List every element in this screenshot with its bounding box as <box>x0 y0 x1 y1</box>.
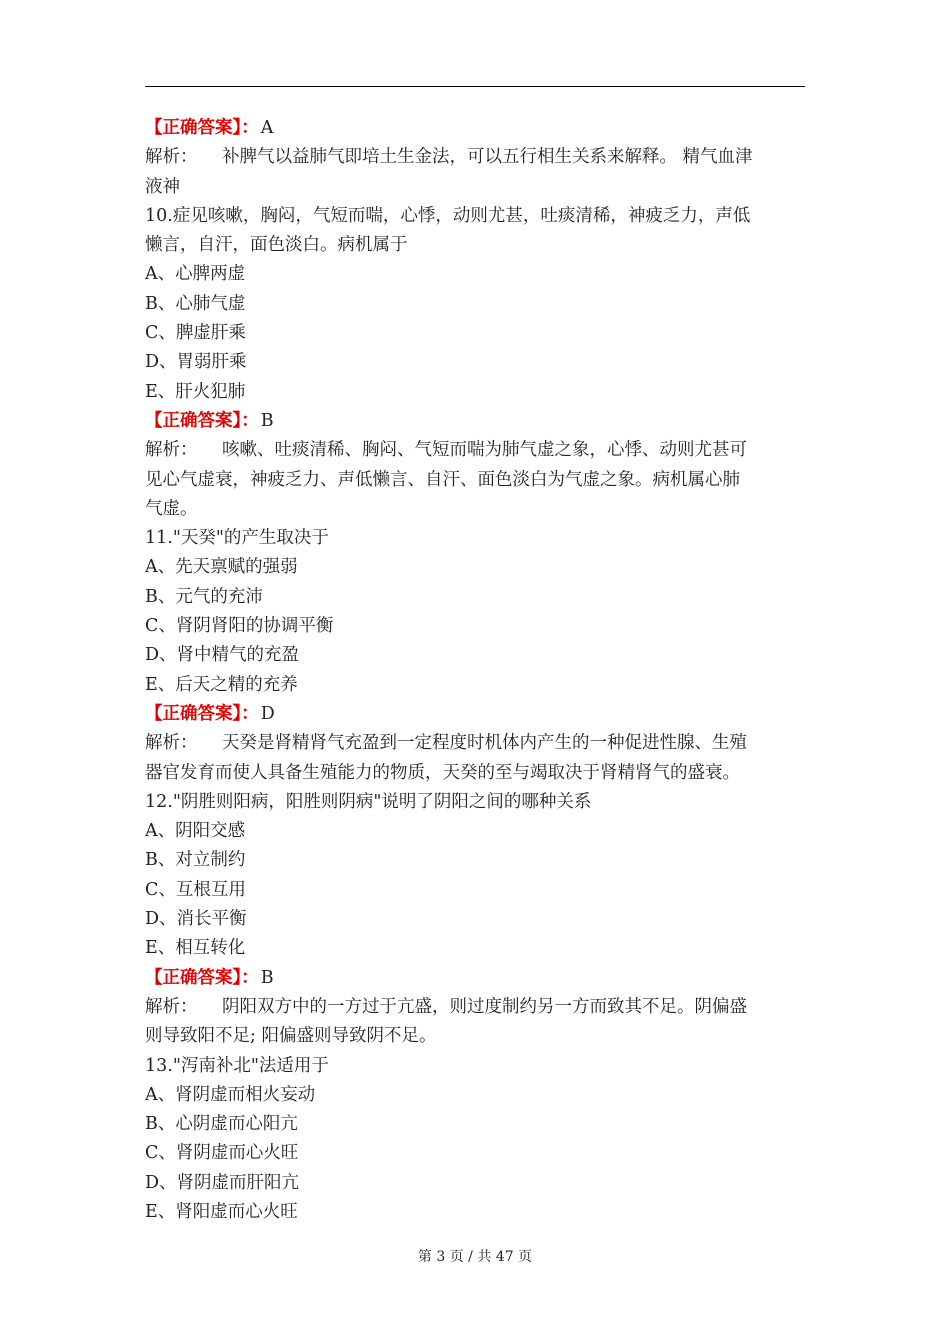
correct-answer-row <box>145 700 810 729</box>
explanation-text: 则导致阳不足; 阳偏盛则导致阴不足。 <box>145 1026 437 1047</box>
correct-answer-value: B <box>260 410 274 431</box>
correct-answer-label: 【正确答案】： <box>145 967 259 988</box>
explanation-text: 咳嗽、吐痰清稀、胸闷、气短而喘为肺气虚之象，心悸、动则尤甚可 <box>222 440 747 461</box>
answer-option: A、肾阴虚而相火妄动 <box>145 1084 316 1105</box>
question-text: 10.症见咳嗽，胸闷，气短而喘，心悸，动则尤甚，吐痰清稀，神疲乏力，声低 <box>145 205 751 226</box>
correct-answer-value: A <box>260 118 274 138</box>
answer-option: B、对立制约 <box>145 850 246 871</box>
explanation-label: 解析： <box>145 147 198 168</box>
explanation-label: 解析： <box>145 996 198 1017</box>
answer-option: C、肾阴肾阳的协调平衡 <box>145 616 334 637</box>
explanation-text: 阴阳双方中的一方过于亢盛，则过度制约另一方而致其不足。阴偏盛 <box>222 996 747 1017</box>
answer-option: D、胃弱肝乘 <box>145 352 247 373</box>
question-text: 13."泻南补北"法适用于 <box>145 1055 329 1076</box>
explanation-line <box>145 1022 810 1051</box>
explanation-text: 补脾气以益肺气即培土生金法，可以五行相生关系来解释。 精气血津 <box>222 147 753 168</box>
answer-option: A、阴阳交感 <box>145 821 246 842</box>
answer-option: E、后天之精的充养 <box>145 674 298 695</box>
explanation-text: 气虚。 <box>145 498 198 519</box>
correct-answer-value: D <box>260 703 275 724</box>
explanation-line <box>145 173 810 202</box>
answer-option: C、互根互用 <box>145 879 246 900</box>
header-rule <box>145 86 805 87</box>
explanation-text: 液神 <box>145 176 180 197</box>
answer-option: E、肾阳虚而心火旺 <box>145 1201 298 1222</box>
explanation-text: 天癸是肾精肾气充盈到一定程度时机体内产生的一种促进性腺、生殖 <box>222 733 747 754</box>
correct-answer-label: 【正确答案】： <box>145 410 259 431</box>
answer-option: C、脾虚肝乘 <box>145 323 246 344</box>
explanation-line <box>145 495 810 524</box>
page-footer: 第 3 页 / 共 47 页 <box>417 1249 533 1265</box>
explanation-line <box>145 143 810 172</box>
answer-option: B、心阴虚而心阳亢 <box>145 1114 298 1135</box>
answer-option: D、消长平衡 <box>145 909 247 930</box>
answer-option: D、肾阴虚而肝阳亢 <box>145 1172 300 1193</box>
answer-option: C、肾阴虚而心火旺 <box>145 1143 299 1164</box>
question-text: 12."阴胜则阳病，阳胜则阴病"说明了阴阳之间的哪种关系 <box>145 791 592 812</box>
answer-option: A、先天禀赋的强弱 <box>145 557 298 578</box>
explanation-label: 解析： <box>145 440 198 461</box>
answer-option: B、元气的充沛 <box>145 586 263 607</box>
correct-answer-row <box>145 114 810 143</box>
explanation-text: 器官发育而使人具备生殖能力的物质，天癸的至与竭取决于肾精肾气的盛衰。 <box>145 762 740 783</box>
correct-answer-value: B <box>260 967 274 988</box>
explanation-line <box>145 759 810 788</box>
correct-answer-row <box>145 964 810 993</box>
question-text: 11."天癸"的产生取决于 <box>145 528 329 549</box>
answer-option: A、心脾两虚 <box>145 264 246 285</box>
explanation-line <box>145 729 810 758</box>
explanation-text: 见心气虚衰，神疲乏力、声低懒言、自汗、面色淡白为气虚之象。病机属心肺 <box>145 469 740 490</box>
answer-option: B、心肺气虚 <box>145 293 246 314</box>
explanation-line <box>145 993 810 1022</box>
answer-option: E、相互转化 <box>145 938 246 959</box>
explanation-label: 解析： <box>145 733 198 754</box>
correct-answer-row <box>145 407 810 436</box>
document-body <box>145 114 810 1227</box>
explanation-line <box>145 466 810 495</box>
answer-option: D、肾中精气的充盈 <box>145 645 300 666</box>
correct-answer-label: 【正确答案】： <box>145 118 259 138</box>
explanation-line <box>145 436 810 465</box>
answer-option: E、肝火犯肺 <box>145 381 246 402</box>
question-text: 懒言，自汗，面色淡白。病机属于 <box>145 235 408 256</box>
correct-answer-label: 【正确答案】： <box>145 703 259 724</box>
